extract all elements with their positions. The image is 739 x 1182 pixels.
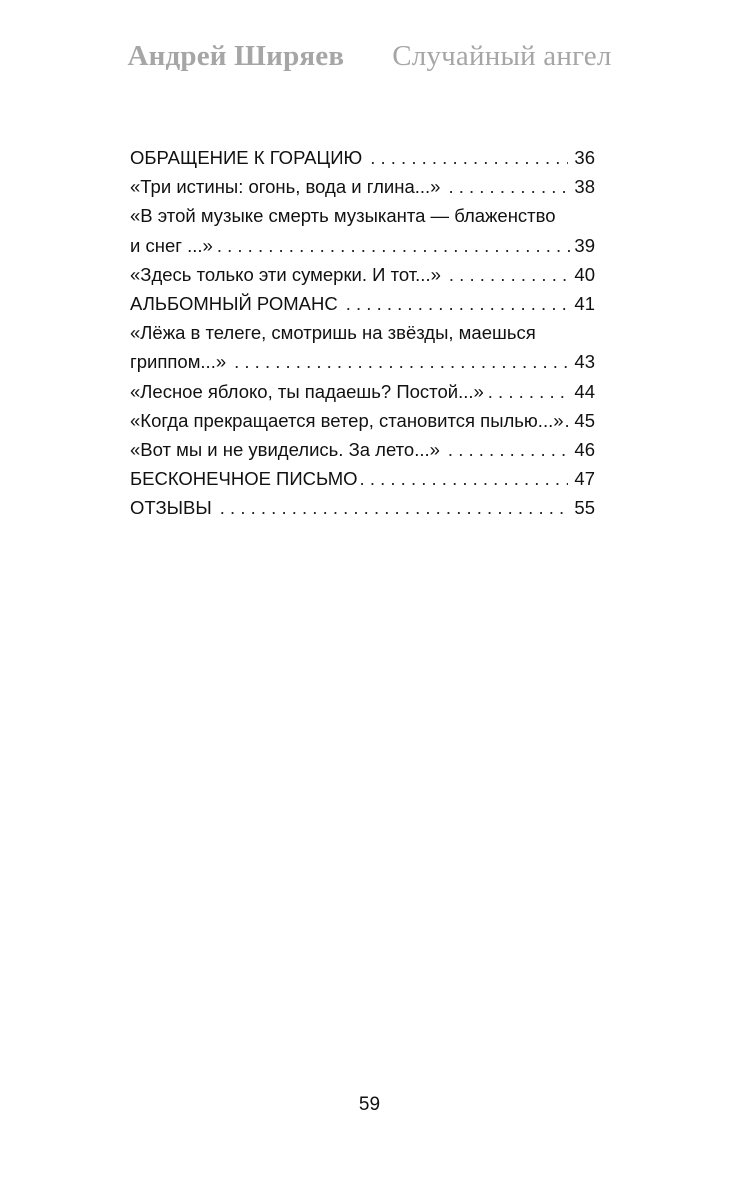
toc-entry-page: 38 [574,176,595,198]
toc-entry-page: 39 [574,234,595,256]
dot-leader [360,464,569,493]
toc-entry[interactable] [130,260,595,289]
toc-entry-title: и снег ...» [130,234,213,256]
table-of-contents [130,143,595,523]
toc-entry-page: 41 [574,293,595,315]
toc-entry[interactable] [130,406,595,435]
toc-entry-title: «Три истины: огонь, вода и глина...» [130,176,441,198]
dot-leader [234,347,568,376]
toc-entry-multiline[interactable] [130,201,595,259]
running-head [0,40,739,73]
toc-entry-page: 44 [574,380,595,402]
toc-entry-title: БЕСКОНЕЧНОЕ ПИСЬМО [130,468,358,490]
dot-leader [449,260,569,289]
toc-entry-title: «Здесь только эти сумерки. И тот...» [130,263,441,285]
toc-entry-page: 43 [574,351,595,373]
toc-entry-title-line1: «Лёжа в телеге, смотришь на звёзды, маешься [130,322,536,344]
dot-leader [370,143,568,172]
page-number: 59 [358,1094,381,1115]
dot-leader [488,377,569,406]
toc-entry-multiline[interactable] [130,318,595,376]
toc-entry-page: 47 [574,468,595,490]
running-head-book-title: Случайный ангел [392,40,612,72]
toc-entry-title: «Когда прекращается ветер, становится пылью...» [130,409,564,431]
dot-leader [565,406,571,435]
toc-entry-page: 46 [574,439,595,461]
toc-entry-title: гриппом...» [130,351,227,373]
dot-leader [448,435,569,464]
toc-entry[interactable] [130,143,595,172]
running-head-author: Андрей Ширяев [127,40,345,72]
toc-entry[interactable] [130,377,595,406]
toc-entry[interactable] [130,289,595,318]
dot-leader [220,493,569,522]
toc-entry-title-line1: «В этой музыке смерть музыканта — блаженство [130,205,556,227]
dot-leader [346,289,569,318]
toc-entry-title: ОТЗЫВЫ [130,497,212,519]
toc-entry-page: 45 [574,409,595,431]
toc-entry[interactable] [130,493,595,522]
toc-entry[interactable] [130,464,595,493]
toc-entry[interactable] [130,172,595,201]
toc-entry-page: 36 [574,147,595,168]
toc-entry-page: 55 [574,497,595,519]
toc-entry-title: ОБРАЩЕНИЕ К ГОРАЦИЮ [130,147,363,168]
toc-entry-page: 40 [574,263,595,285]
dot-leader [217,231,573,260]
toc-entry-title: «Вот мы и не увиделись. За лето...» [130,439,440,461]
dot-leader [448,172,568,201]
toc-entry-title: «Лесное яблоко, ты падаешь? Постой...» [130,380,484,402]
toc-entry[interactable] [130,435,595,464]
toc-entry-title: АЛЬБОМНЫЙ РОМАНС [130,293,338,315]
